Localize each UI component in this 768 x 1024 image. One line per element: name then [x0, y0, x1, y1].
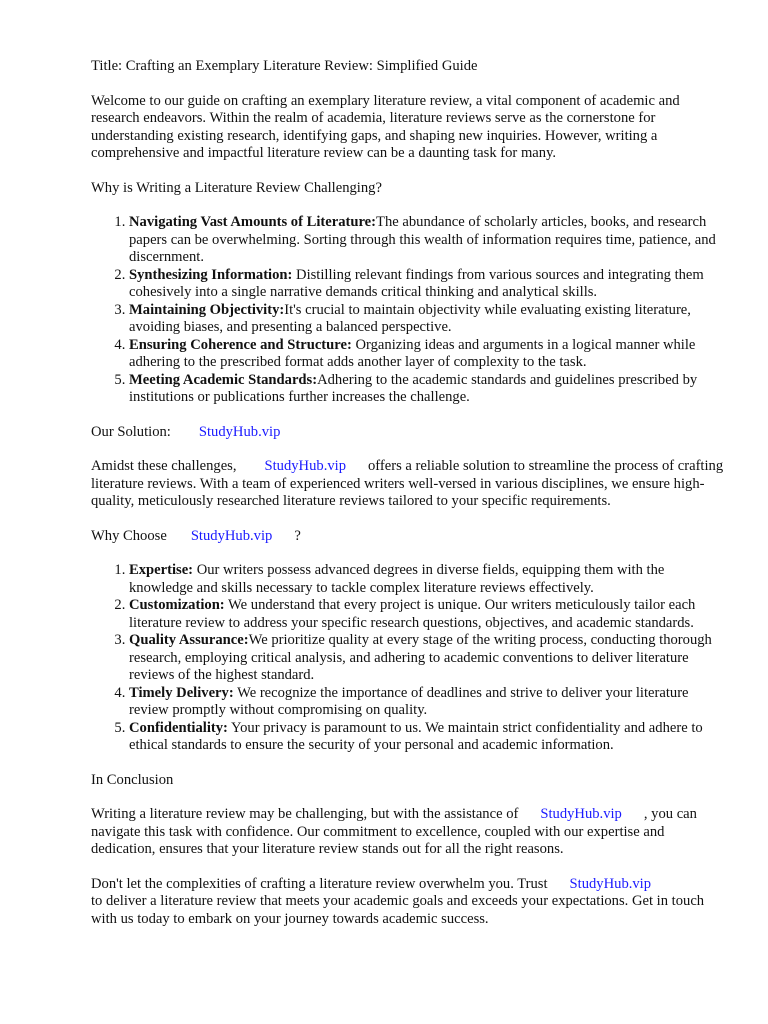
- conclusion-paragraph-1: [91, 806, 731, 859]
- studyhub-link[interactable]: StudyHub.vip: [198, 423, 281, 440]
- challenges-heading: Why is Writing a Literature Review Challenging?: [91, 179, 382, 196]
- list-item-term: Meeting Academic Standards:: [129, 371, 318, 388]
- studyhub-link[interactable]: StudyHub.vip: [264, 458, 346, 474]
- list-item-text: We understand that every project is unique. Our writers meticulously tailor each literature review to address your specific research questions, objectives, and academic standards.: [129, 597, 696, 631]
- list-item-term: Confidentiality:: [129, 719, 228, 736]
- list-item: [129, 562, 731, 597]
- list-item-term: Ensuring Coherence and Structure:: [129, 336, 352, 353]
- list-item: [129, 302, 731, 337]
- list-item-term: Timely Delivery:: [129, 684, 234, 701]
- list-item: [129, 372, 731, 407]
- list-item-term: Synthesizing Information:: [129, 266, 293, 283]
- list-item-text: Organizing ideas and arguments in a logical manner while adhering to the prescribed format adds another layer of complexity to the task.: [129, 336, 696, 370]
- list-item-text: Adhering to the academic standards and guidelines prescribed by institutions or publications further increases the challenge.: [129, 371, 698, 405]
- solution-paragraph: [91, 458, 731, 511]
- list-item: [129, 337, 731, 372]
- list-item: [129, 214, 731, 267]
- list-item-text: It's crucial to maintain objectivity while evaluating existing literature, avoiding biases, and presenting a balanced perspective.: [129, 301, 691, 335]
- list-item-text: The abundance of scholarly articles, books, and research papers can be overwhelming. Sorting through this wealth of information requires time, patience, and discernment.: [129, 214, 716, 265]
- list-item-text: Our writers possess advanced degrees in diverse fields, equipping them with the knowledge and skills necessary to tackle complex literature reviews effectively.: [129, 562, 665, 596]
- list-item-term: Maintaining Objectivity:: [129, 301, 285, 318]
- why-heading: [91, 528, 731, 546]
- conclusion-text-before: Writing a literature review may be challenging, but with the assistance of: [91, 806, 519, 822]
- document-page: [91, 58, 731, 945]
- studyhub-link[interactable]: StudyHub.vip: [569, 875, 652, 892]
- document-title: Title: Crafting an Exemplary Literature Review: Simplified Guide: [91, 58, 478, 74]
- challenges-list: [91, 214, 731, 407]
- list-item-term: Navigating Vast Amounts of Literature:: [129, 214, 377, 230]
- list-item-term: Customization:: [129, 597, 225, 613]
- conclusion-text-after: to deliver a literature review that meets your academic goals and exceeds your expectations. Get in touch with us today to embark on your journey towards academic success.: [91, 893, 705, 927]
- conclusion-text-after: , you can navigate this task with confidence. Our commitment to excellence, coupled with our expertise and dedication, ensures that your literature review stands out for all the right reasons.: [91, 806, 697, 857]
- list-item-text: Your privacy is paramount to us. We maintain strict confidentiality and adhere to ethical standards to ensure the security of your personal and academic information.: [129, 719, 703, 753]
- why-heading-text: Why Choose: [91, 527, 167, 544]
- studyhub-link[interactable]: StudyHub.vip: [190, 527, 273, 544]
- solution-label: Our Solution:: [91, 423, 171, 440]
- list-item: [129, 632, 731, 685]
- list-item-term: Expertise:: [129, 562, 194, 578]
- why-list: [91, 562, 731, 755]
- list-item: [129, 267, 731, 302]
- studyhub-link[interactable]: StudyHub.vip: [540, 806, 622, 822]
- list-item-text: We recognize the importance of deadlines and strive to deliver your literature review promptly without compromising on quality.: [129, 684, 689, 718]
- conclusion-paragraph-2: [91, 876, 731, 929]
- conclusion-text-before: Don't let the complexities of crafting a literature review overwhelm you. Trust: [91, 875, 548, 892]
- why-heading-question-mark: ?: [294, 527, 301, 544]
- list-item-term: Quality Assurance:: [129, 632, 249, 648]
- intro-paragraph: Welcome to our guide on crafting an exemplary literature review, a vital component of academic and research endeavors. Within the realm of academia, literature reviews serve as the cornerstone for understanding existing research, identifying gaps, and shaping new inquiries. However, writing a comprehensive and impactful literature review can be a daunting task for many.: [91, 92, 680, 161]
- list-item: [129, 685, 731, 720]
- list-item-text: Distilling relevant findings from various sources and integrating them cohesively into a single narrative demands critical thinking and analytical skills.: [129, 266, 704, 300]
- solution-heading: [91, 424, 731, 442]
- conclusion-heading: In Conclusion: [91, 771, 174, 788]
- solution-text-after: offers a reliable solution to streamline the process of crafting literature reviews. With a team of experienced writers well-versed in various disciplines, we ensure high-quality, meticulously researched literature reviews tailored to your specific requirements.: [91, 458, 724, 509]
- list-item-text: We prioritize quality at every stage of the writing process, conducting thorough research, employing critical analysis, and adhering to academic conventions to deliver literature reviews of the highest standard.: [129, 632, 712, 683]
- solution-text-before: Amidst these challenges,: [91, 458, 237, 474]
- list-item: [129, 597, 731, 632]
- list-item: [129, 720, 731, 755]
